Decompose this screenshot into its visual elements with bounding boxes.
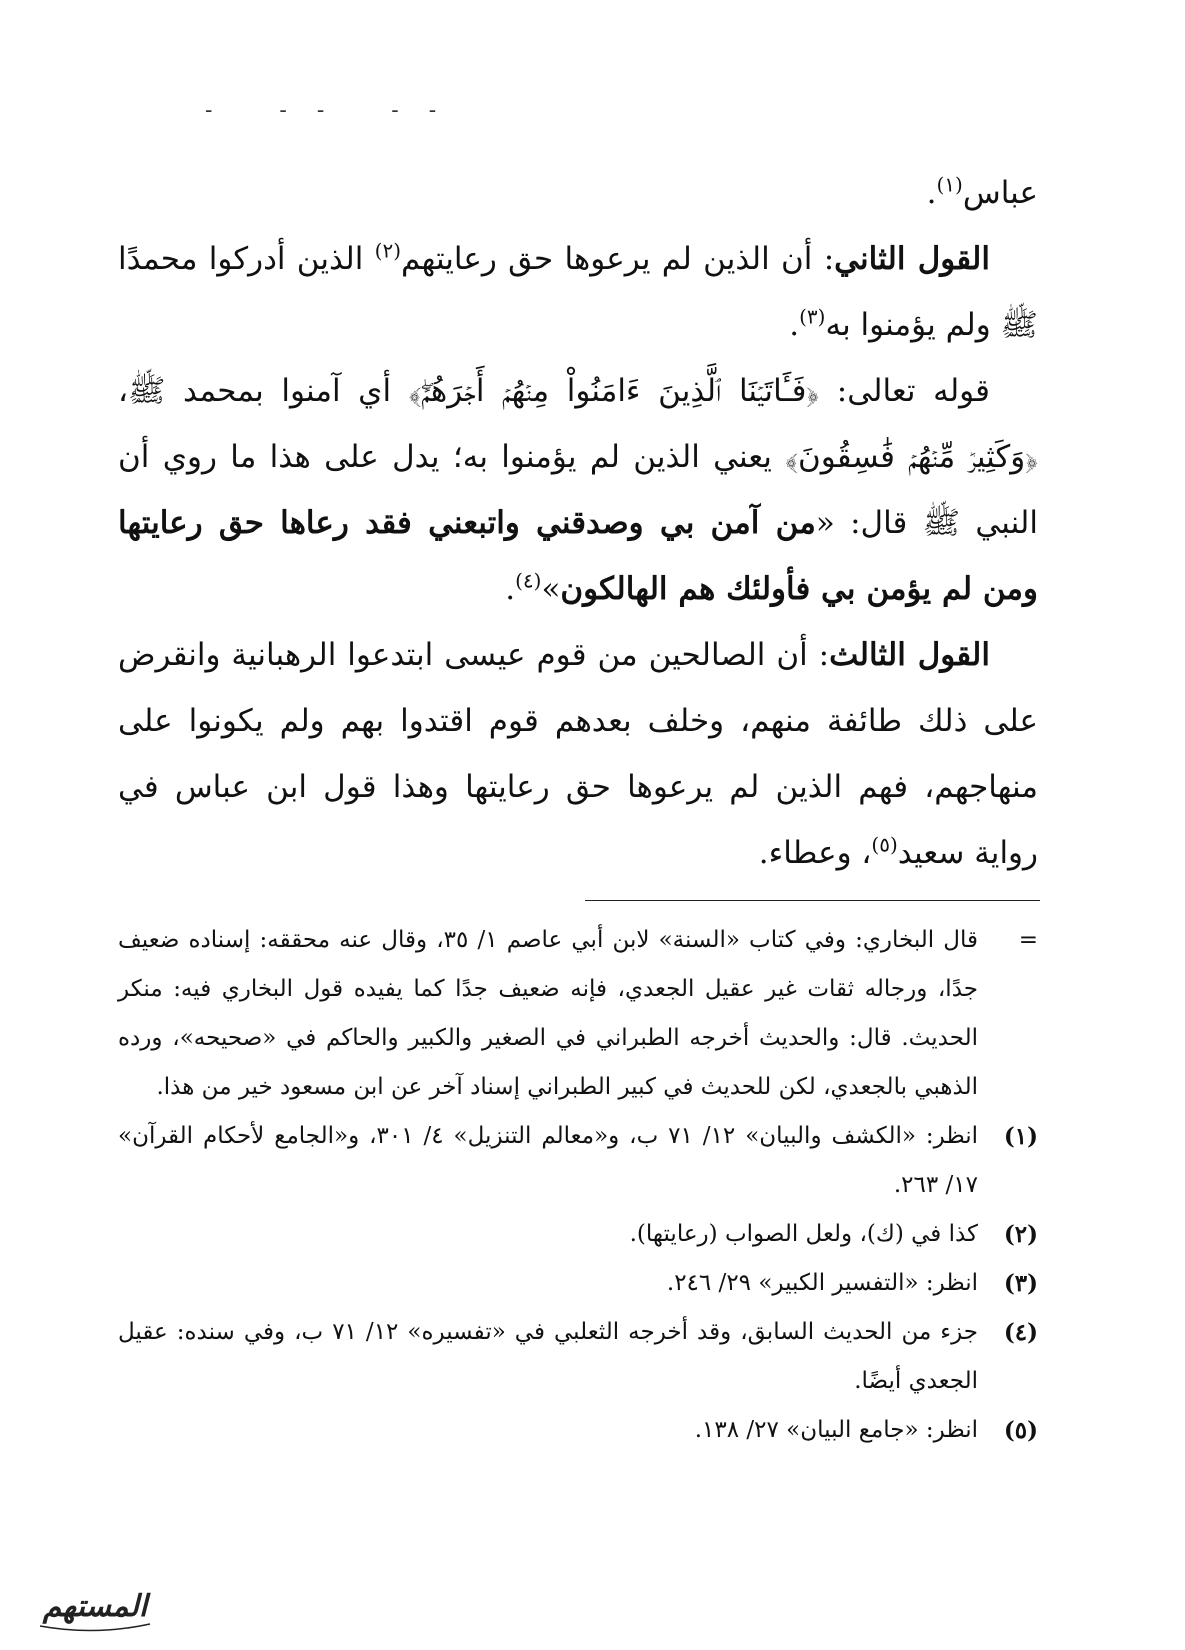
- footnote-3: [118, 1259, 1038, 1308]
- p2-end: .: [789, 307, 800, 343]
- footnote-text: انظر: «جامع البيان» ٢٧/ ١٣٨.: [694, 1417, 978, 1443]
- footnote-text: كذا في (ك)، ولعل الصواب (رعايتها).: [629, 1221, 978, 1247]
- footnote-number: (١): [1003, 1123, 1038, 1150]
- footnote-ref-2[interactable]: (٢): [374, 238, 402, 263]
- paragraph-2: [118, 226, 1038, 358]
- footnote-text: انظر: «الكشف والبيان» ١٢/ ٧١ ب، و«معالم التنزيل» ٤/ ٣٠١، و«الجامع لأحكام القرآن» ١٧/ ٢٦٣.: [118, 1123, 978, 1198]
- p3-text1: قوله تعالى: ﴿فَـَٔاتَيۡنَا ٱلَّذِينَ ءَامَنُواْ مِنۡهُمۡ أَجۡرَهُمۡۖ﴾ أي آمنوا بمحمد ﷺ، ﴿وَكَثِيرٞ مِّنۡهُمۡ فَٰسِقُونَ﴾ يعني الذين لم يؤمنوا به؛ يدل على هذا ما روي أن النبي ﷺ قال: «: [118, 373, 1038, 541]
- footnote-ref-1[interactable]: (١): [936, 172, 963, 197]
- p1-text: عباس: [962, 175, 1038, 211]
- footnote-4: [118, 1308, 1038, 1406]
- footnote-number: (٣): [1003, 1270, 1038, 1297]
- footnote-number: (٤): [1003, 1319, 1038, 1346]
- p2-text2: الذين أدركوا محمدًا ﷺ ولم يؤمنوا به: [118, 241, 1038, 343]
- footnote-text: جزء من الحديث السابق، وقد أخرجه الثعلبي في «تفسيره» ١٢/ ٧١ ب، وفي سنده: عقيل الجعدي أيضًا.: [118, 1319, 979, 1394]
- continuation-mark: =: [1018, 927, 1038, 953]
- footnote-2: [118, 1210, 1038, 1259]
- footnote-1: [118, 1112, 1038, 1210]
- continuation-text: قال البخاري: وفي كتاب «السنة» لابن أبي عاصم ١/ ٣٥، وقال عنه محققه: إسناده ضعيف جدًا، ورجاله ثقات غير عقيل الجعدي، فإنه ضعيف جدًا كما يفيده قول البخاري فيه: منكر الحديث. قال: والحديث أخرجه الطبراني في الصغير والكبير والحاكم في «صحيحه»، ورده الذهبي بالجعدي، لكن للحديث في كبير الطبراني إسناد آخر عن ابن مسعود خير من هذا.: [118, 927, 978, 1100]
- p2-text1: : أن الذين لم يرعوها حق رعايتهم: [401, 241, 835, 277]
- footnote-5: [118, 1406, 1038, 1455]
- p3-end: .: [505, 571, 516, 607]
- p1-end: .: [926, 175, 937, 211]
- footnote-number: (٢): [1003, 1221, 1038, 1248]
- header-marks: - -- --: [205, 98, 467, 123]
- footnotes: [118, 916, 1038, 1455]
- footnote-ref-4[interactable]: (٤): [515, 568, 542, 593]
- p4-text1: : أن الصالحين من قوم عيسى ابتدعوا الرهبانية وانقرض على ذلك طائفة منهم، وخلف بعدهم قوم اقتدوا بهم ولم يكونوا على منهاجهم، فهم الذين لم يرعوها حق رعايتها وهذا قول ابن عباس في رواية سعيد: [118, 637, 1038, 871]
- footnote-ref-3[interactable]: (٣): [799, 304, 826, 329]
- p4-end: ، وعطاء.: [758, 835, 872, 871]
- p4-label: القول الثالث: [829, 637, 990, 673]
- footnote-continuation: [118, 916, 1038, 1112]
- hadith-quote: من آمن بي وصدقني واتبعني فقد رعاها حق رعايتها ومن لم يؤمن بي فأولئك هم الهالكون: [118, 505, 1038, 607]
- footnote-ref-5[interactable]: (٥): [871, 832, 898, 857]
- footnote-text: انظر: «التفسير الكبير» ٢٩/ ٢٤٦.: [666, 1270, 978, 1296]
- paragraph-4: [118, 622, 1038, 886]
- svg-text:المستهم: المستهم: [42, 1589, 148, 1624]
- paragraph-1: [118, 160, 1038, 226]
- main-text: [118, 160, 1038, 886]
- footnote-number: (٥): [1003, 1417, 1038, 1444]
- publisher-logo: [20, 1578, 170, 1638]
- p3-close: »: [541, 571, 561, 607]
- paragraph-3: [118, 358, 1038, 622]
- p2-label: القول الثاني: [834, 241, 990, 277]
- footnote-divider: [585, 900, 1040, 901]
